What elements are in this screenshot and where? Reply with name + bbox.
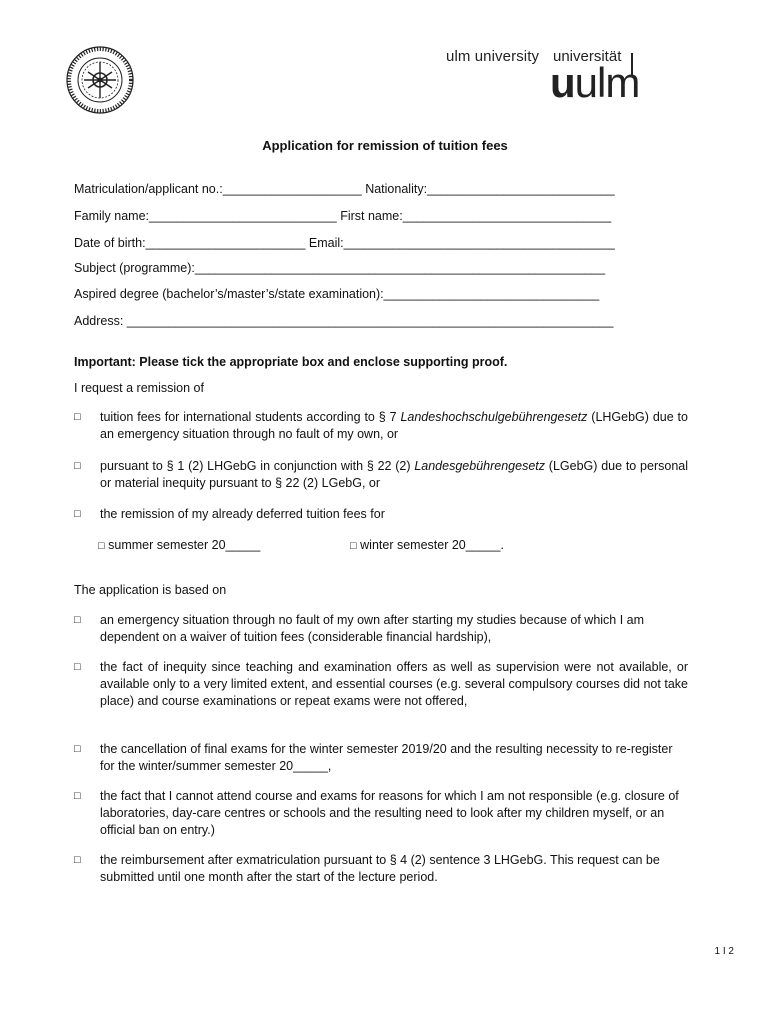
brand-german: universität	[553, 48, 622, 65]
family-first-name-field[interactable]: Family name:___________________________ First name:______________________________	[74, 209, 612, 223]
aspired-degree-field[interactable]: Aspired degree (bachelor’s/master’s/state examination):_______________________________	[74, 287, 600, 301]
request-item-deferred-fees	[74, 506, 688, 523]
checkbox[interactable]: □	[74, 508, 81, 520]
based-item-inequity	[74, 659, 688, 710]
winter-semester-option[interactable]: □ winter semester 20_____.	[350, 538, 504, 552]
based-text: the cancellation of final exams for the winter semester 2019/20 and the resulting necessity to re-register for the winter/summer semester 20_____,	[100, 742, 673, 773]
based-text: the fact of inequity since teaching and examination offers as well as supervision were not available, or available only to a very limited extent, and essential courses (e.g. several compulsory courses did not take place) and course examinations or repeat exams were not offered,	[100, 660, 688, 708]
page-title: Application for remission of tuition fees	[262, 138, 508, 153]
request-item-inequity	[74, 458, 688, 492]
request-item-international-fees	[74, 409, 688, 443]
uulm-logo	[550, 59, 640, 106]
based-intro: The application is based on	[74, 583, 227, 597]
checkbox[interactable]: □	[74, 614, 81, 626]
checkbox[interactable]: □	[74, 411, 81, 423]
logo-bold-u: u	[550, 59, 575, 106]
request-text: the remission of my already deferred tuition fees for	[100, 507, 385, 521]
matriculation-nationality-field[interactable]: Matriculation/applicant no.:____________________ Nationality:___________________________	[74, 182, 615, 196]
request-text: pursuant to § 1 (2) LHGebG in conjunction with § 22 (2) Landesgebührengesetz (LGebG) due to personal or material inequity pursuant to § 22 (2) LGebG, or	[100, 459, 688, 490]
based-text: an emergency situation through no fault of my own after starting my studies because of which I am dependent on a waiver of tuition fees (considerable financial hardship),	[100, 613, 645, 644]
based-item-cancellation	[74, 741, 688, 775]
summer-semester-option[interactable]: □ summer semester 20_____	[98, 538, 261, 552]
address-field[interactable]: Address: ______________________________________________________________________	[74, 314, 614, 328]
important-note: Important: Please tick the appropriate box and enclose supporting proof.	[74, 355, 508, 369]
based-item-not-responsible	[74, 788, 688, 839]
based-text: the reimbursement after exmatriculation pursuant to § 4 (2) sentence 3 LHGebG. This request can be submitted until one month after the start of the lecture period.	[100, 853, 660, 884]
page-number: 1 I 2	[714, 946, 734, 957]
checkbox[interactable]: □	[74, 790, 81, 802]
university-brand	[446, 48, 706, 108]
brand-english: ulm university	[446, 48, 540, 65]
checkbox[interactable]: □	[74, 743, 81, 755]
based-item-reimbursement	[74, 852, 688, 886]
checkbox[interactable]: □	[74, 854, 81, 866]
checkbox[interactable]: □	[350, 540, 357, 552]
checkbox[interactable]: □	[98, 540, 105, 552]
checkbox[interactable]: □	[74, 661, 81, 673]
based-item-emergency	[74, 612, 688, 646]
subject-field[interactable]: Subject (programme):___________________________________________________________	[74, 261, 606, 275]
request-intro: I request a remission of	[74, 381, 204, 395]
university-seal-icon	[66, 46, 134, 114]
checkbox[interactable]: □	[74, 460, 81, 472]
request-text: tuition fees for international students according to § 7 Landeshochschulgebührengesetz (LHGebG) due to an emergency situation through no fault of my own, or	[100, 410, 688, 441]
logo-rest: ulm	[574, 59, 640, 106]
based-text: the fact that I cannot attend course and exams for reasons for which I am not responsible (e.g. closure of laboratories, day-care centres or schools and the resulting need to look after my children myself, or an official ban on entry.)	[100, 789, 679, 837]
dob-email-field[interactable]: Date of birth:_______________________ Email:_______________________________________	[74, 236, 615, 250]
